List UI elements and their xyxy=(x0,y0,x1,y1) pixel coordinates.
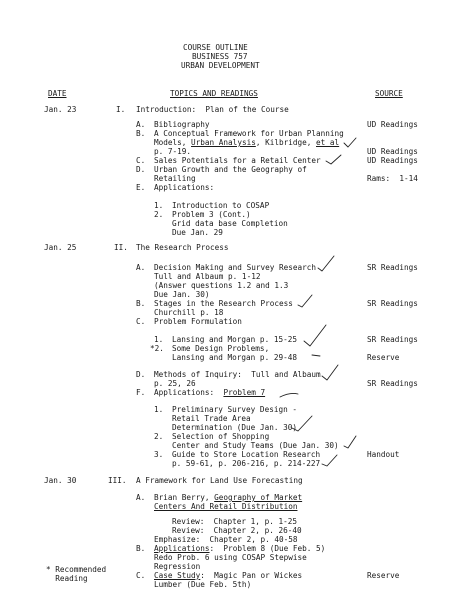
item-2c2-line-2: Lansing and Morgan p. 29-48 xyxy=(172,353,297,362)
item-2d-line-1: Methods of Inquiry: Tull and Albaum xyxy=(154,370,321,379)
item-2b-line-1: Stages in the Research Process xyxy=(154,299,293,308)
item-2f2-number: 2. xyxy=(154,432,164,441)
section-2-number: II. xyxy=(114,243,128,252)
item-2f1-line-3: Determination (Due Jan. 30) xyxy=(172,423,297,432)
item-1a-source: UD Readings xyxy=(367,120,418,129)
section-3-heading: A Framework for Land Use Forecasting xyxy=(136,476,303,485)
check-mark-1b xyxy=(344,138,356,147)
item-2a-key: A. xyxy=(136,263,146,272)
section-1-date: Jan. 23 xyxy=(44,105,77,114)
item-3c-key: C. xyxy=(136,571,146,580)
item-2f3-source: Handout xyxy=(367,450,400,459)
item-2f1-number: 1. xyxy=(154,405,164,414)
item-2a-source: SR Readings xyxy=(367,263,418,272)
item-2a-line-3: (Answer questions 1.2 and 1.3 xyxy=(154,281,289,290)
item-2c1-number: 1. xyxy=(154,335,164,344)
item-1e-text: Applications: xyxy=(154,183,215,192)
item-2f2-line-2: Center and Study Teams (Due Jan. 30) xyxy=(172,441,339,450)
item-1b-line-3: p. 7-19. xyxy=(154,147,192,156)
check-mark-2c1 xyxy=(304,325,326,346)
item-3a-emphasize: Emphasize: Chapter 2, p. 40-58 xyxy=(154,535,298,544)
item-2c2-line-1: Some Design Problems, xyxy=(172,344,270,353)
item-2a-line-2: Tull and Albaum p. 1-12 xyxy=(154,272,261,281)
item-2b-key: B. xyxy=(136,299,146,308)
item-1b-line-1: A Conceptual Framework for Urban Planning xyxy=(154,129,344,138)
item-3b-line-1: Applications: Problem 8 (Due Feb. 5) xyxy=(154,544,326,553)
item-1b-source: UD Readings xyxy=(367,147,418,156)
item-1d-line-1: Urban Growth and the Geography of xyxy=(154,165,307,174)
item-2f-key: F. xyxy=(136,388,146,397)
item-3a-line-1: Brian Berry, Geography of Market xyxy=(154,493,303,502)
section-3-number: III. xyxy=(108,476,127,485)
app-2-line-1: Problem 3 (Cont.) xyxy=(172,210,251,219)
check-mark-2c2 xyxy=(312,355,320,356)
app-2-line-2: Grid data base Completion xyxy=(172,219,288,228)
check-mark-2f3 xyxy=(322,455,337,466)
app-2-number: 2. xyxy=(154,210,164,219)
item-1d-line-2: Retailing xyxy=(154,174,196,183)
footnote-line-1: * Recommended xyxy=(46,565,107,574)
item-3b-key: B. xyxy=(136,544,146,553)
item-2f1-line-2: Retail Trade Area xyxy=(172,414,251,423)
item-2c2-number: *2. xyxy=(150,344,164,353)
check-mark-2f2 xyxy=(344,436,356,448)
app-1-number: 1. xyxy=(154,201,164,210)
item-2f-text: Applications: Problem 7 xyxy=(154,388,266,397)
section-2-heading: The Research Process xyxy=(136,243,229,252)
item-1d-key: D. xyxy=(136,165,146,174)
item-3a-key: A. xyxy=(136,493,146,502)
item-3b-line-3: Regression xyxy=(154,562,201,571)
item-2d-line-2: p. 25, 26 xyxy=(154,379,196,388)
item-2c2-source: Reserve xyxy=(367,353,400,362)
item-1c-source: UD Readings xyxy=(367,156,418,165)
item-2c1-text: Lansing and Morgan p. 15-25 xyxy=(172,335,297,344)
item-2f3-number: 3. xyxy=(154,450,164,459)
title-line-1: COURSE OUTLINE xyxy=(183,43,248,52)
check-mark-2d xyxy=(322,365,338,380)
title-line-2: BUSINESS 757 xyxy=(192,52,248,61)
item-2b-line-2: Churchill p. 18 xyxy=(154,308,224,317)
item-1e-key: E. xyxy=(136,183,146,192)
item-3c-line-2: Lumber (Due Feb. 5th) xyxy=(154,580,252,589)
app-1-text: Introduction to COSAP xyxy=(172,201,270,210)
item-3b-line-2: Redo Prob. 6 using COSAP Stepwise xyxy=(154,553,307,562)
item-2c-text: Problem Formulation xyxy=(154,317,242,326)
item-1c-key: C. xyxy=(136,156,146,165)
item-2f3-line-2: p. 59-61, p. 206-216, p. 214-227 xyxy=(172,459,321,468)
title-line-3: URBAN DEVELOPMENT xyxy=(181,61,260,70)
item-3c-line-1: Case Study: Magic Pan or Wickes xyxy=(154,571,303,580)
item-1b-key: B. xyxy=(136,129,146,138)
check-mark-2b xyxy=(298,295,312,307)
check-mark-2a xyxy=(318,256,334,271)
section-3-date: Jan. 30 xyxy=(44,476,77,485)
column-header-date: DATE xyxy=(48,89,67,98)
check-mark-1c xyxy=(326,155,341,164)
item-2f2-line-1: Selection of Shopping xyxy=(172,432,270,441)
item-2a-line-4: Due Jan. 30) xyxy=(154,290,210,299)
item-1b-line-2: Models, Urban Analysis, Kilbridge, et al xyxy=(154,138,340,147)
item-2c1-source: SR Readings xyxy=(367,335,418,344)
item-1a-key: A. xyxy=(136,120,146,129)
section-2-date: Jan. 25 xyxy=(44,243,77,252)
item-1c-text: Sales Potentials for a Retail Center xyxy=(154,156,321,165)
item-3c-source: Reserve xyxy=(367,571,400,580)
check-mark-2f xyxy=(280,393,298,397)
column-header-topics: TOPICS AND READINGS xyxy=(170,89,258,98)
section-1-heading: Introduction: Plan of the Course xyxy=(136,105,289,114)
item-2f1-line-1: Preliminary Survey Design - xyxy=(172,405,297,414)
item-2d-source: SR Readings xyxy=(367,379,418,388)
item-3a-review-1: Review: Chapter 1, p. 1-25 xyxy=(172,517,297,526)
column-header-source: SOURCE xyxy=(375,89,403,98)
item-2b-source: SR Readings xyxy=(367,299,418,308)
section-1-number: I. xyxy=(116,105,126,114)
app-2-line-3: Due Jan. 29 xyxy=(172,228,223,237)
item-2a-line-1: Decision Making and Survey Research xyxy=(154,263,316,272)
item-3a-line-2: Centers And Retail Distribution xyxy=(154,502,298,511)
item-1d-source: Rams: 1-14 xyxy=(367,174,418,183)
footnote-line-2: Reading xyxy=(46,574,88,583)
item-2d-key: D. xyxy=(136,370,146,379)
item-2c-key: C. xyxy=(136,317,146,326)
item-2f3-line-1: Guide to Store Location Research xyxy=(172,450,321,459)
item-3a-review-2: Review: Chapter 2, p. 26-40 xyxy=(172,526,302,535)
item-1a-text: Bibliography xyxy=(154,120,210,129)
